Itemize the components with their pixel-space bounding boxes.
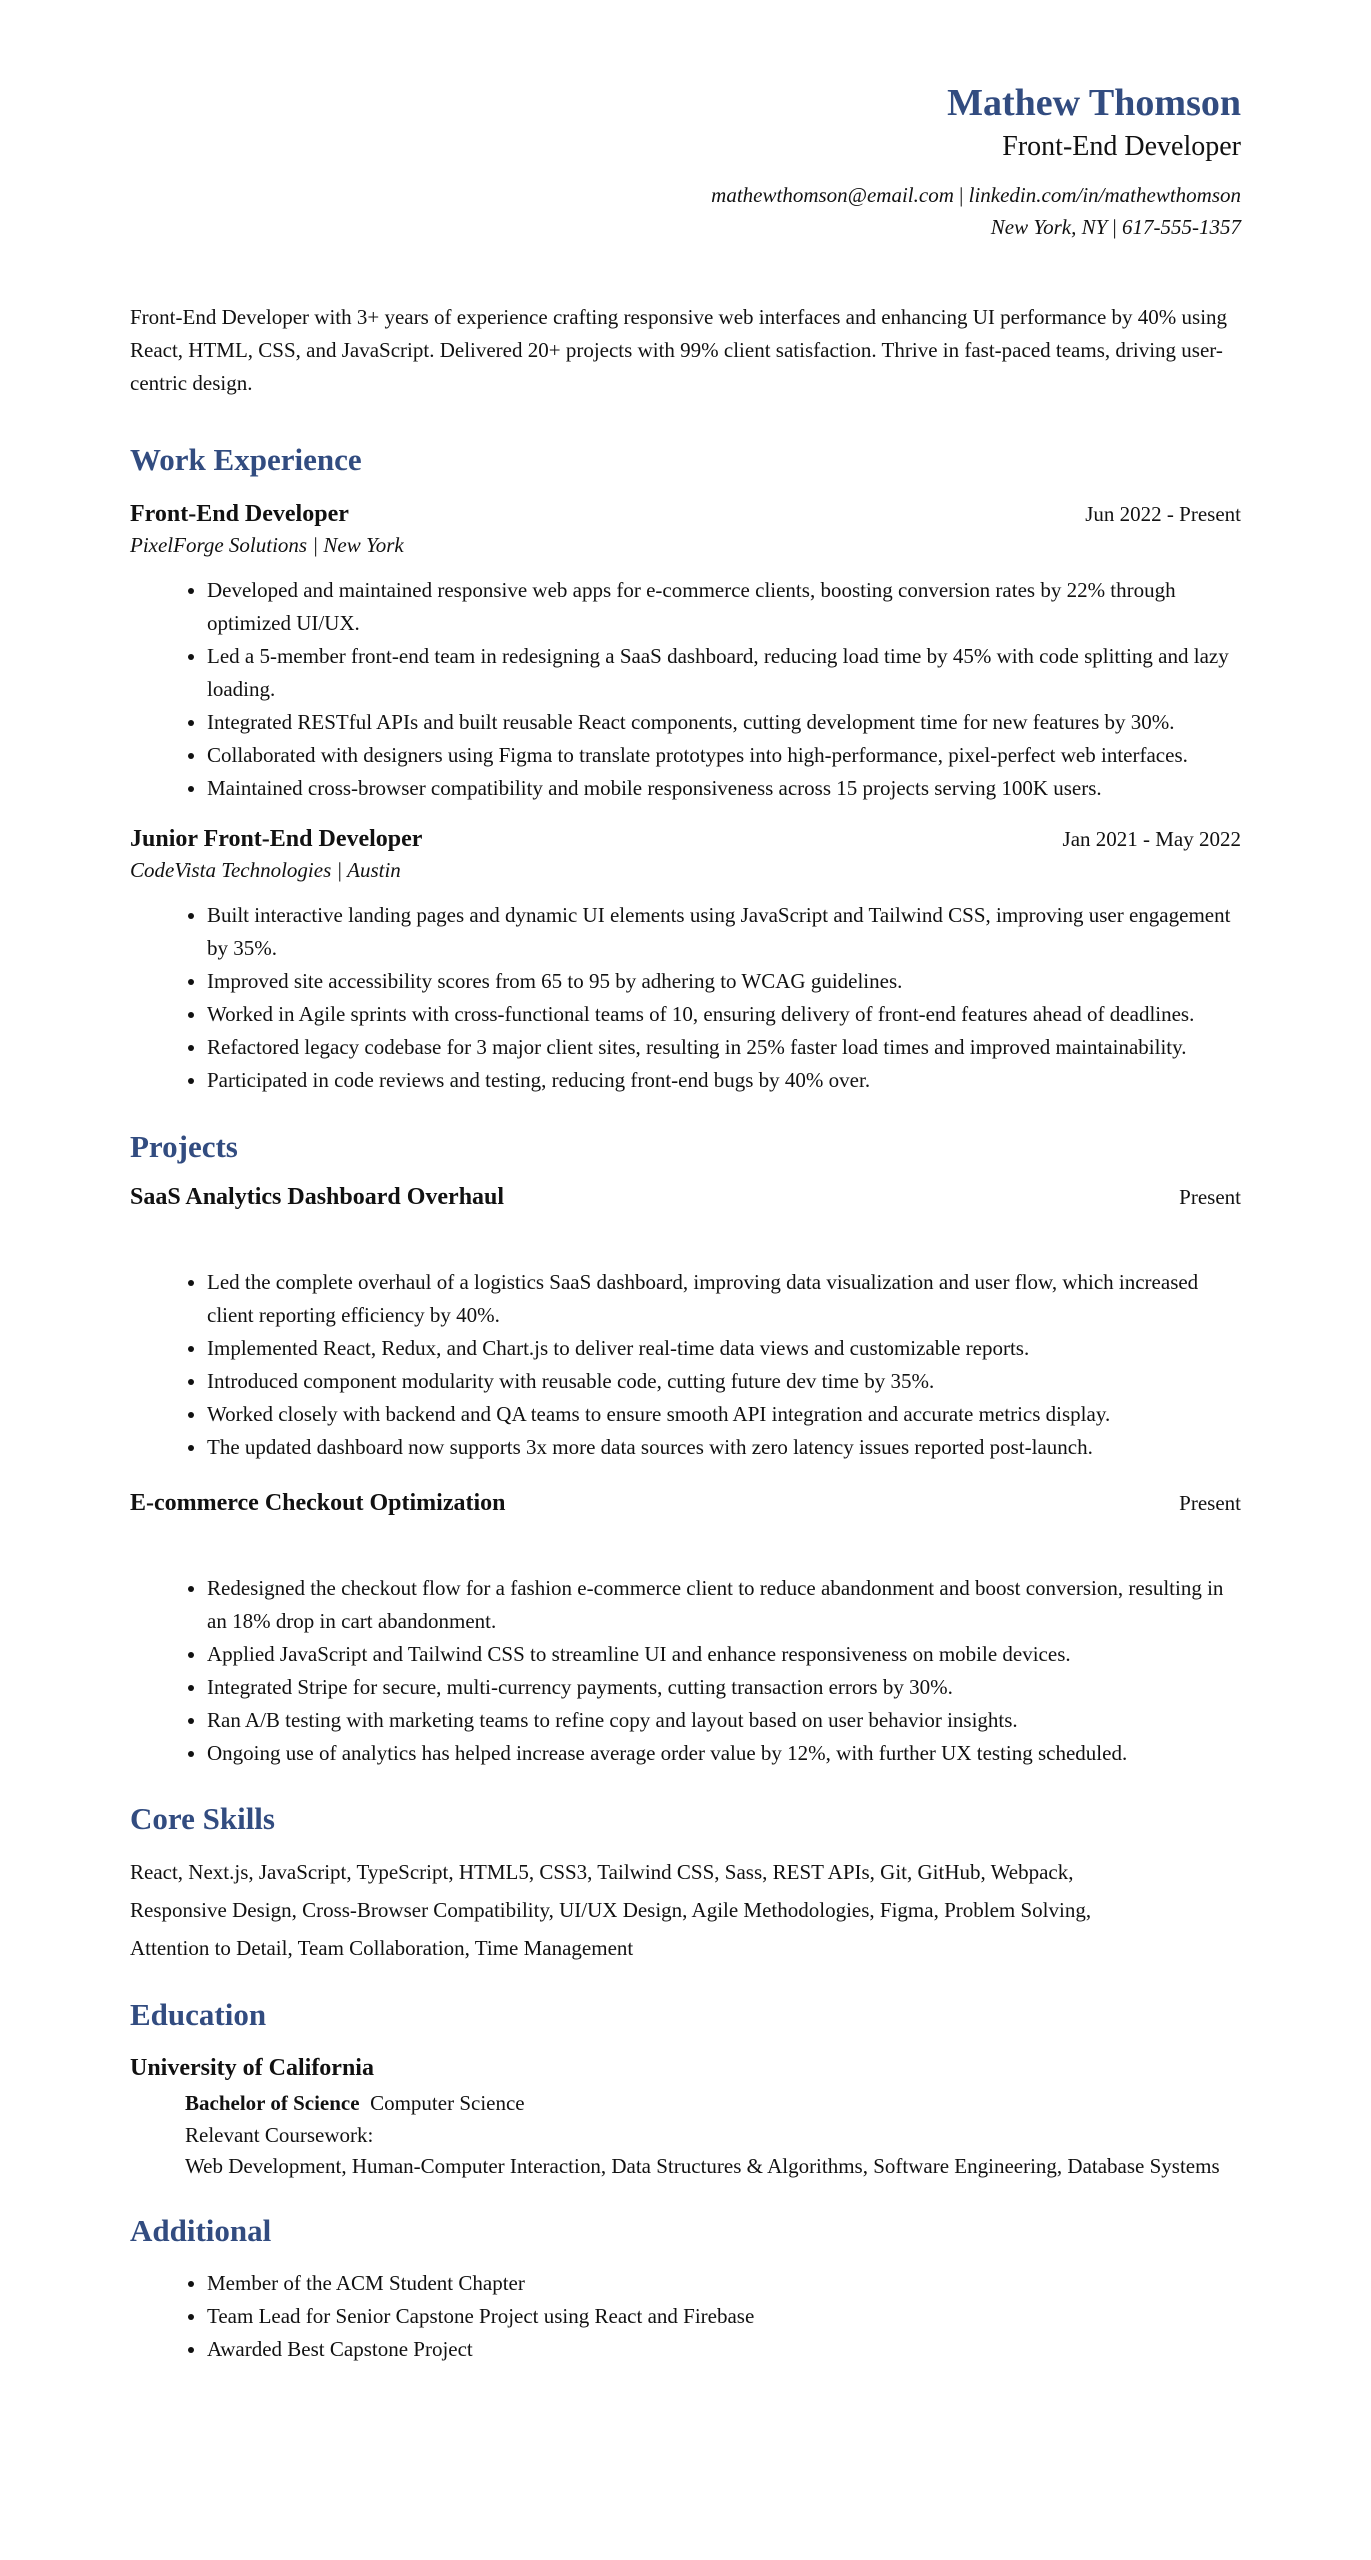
project-entry	[130, 1181, 1241, 1464]
job-header	[130, 823, 1241, 855]
section-title-skills: Core Skills	[130, 1801, 275, 1836]
coursework-list: Web Development, Human-Computer Interaction, Data Structures & Algorithms, Software Engineering, Database Systems	[185, 2154, 1220, 2178]
education-details	[130, 2088, 1241, 2182]
skills-line: React, Next.js, JavaScript, TypeScript, HTML5, CSS3, Tailwind CSS, Sass, REST APIs, Git, GitHub, Webpack,	[130, 1860, 1074, 1884]
contact-line-1	[130, 179, 1241, 211]
list-item: • Integrated RESTful APIs and built reusable React components, cutting development time for new features by 30%.	[207, 706, 1241, 739]
list-item: • Developed and maintained responsive web apps for e-commerce clients, boosting conversion rates by 22% through optimized UI/UX.	[207, 574, 1241, 640]
project-bullets	[130, 1572, 1241, 1770]
list-item: • Built interactive landing pages and dynamic UI elements using JavaScript and Tailwind CSS, improving user engagement by 35%.	[207, 899, 1241, 965]
linkedin-link[interactable]: linkedin.com/in/mathewthomson	[968, 183, 1241, 207]
list-item: • Introduced component modularity with reusable code, cutting future dev time by 35%.	[207, 1365, 1241, 1398]
list-item: • Redesigned the checkout flow for a fashion e-commerce client to reduce abandonment and boost conversion, resulting in an 18% drop in cart abandonment.	[207, 1572, 1241, 1638]
school-name: University of California	[130, 2055, 374, 2081]
candidate-role: Front-End Developer	[1002, 131, 1241, 162]
job-title: Junior Front-End Developer	[130, 826, 423, 852]
job-dates: Jan 2021 - May 2022	[1062, 827, 1241, 851]
project-title: SaaS Analytics Dashboard Overhaul	[130, 1184, 505, 1210]
separator: |	[1112, 215, 1117, 239]
job-bullets	[130, 574, 1241, 805]
job-dates: Jun 2022 - Present	[1085, 502, 1241, 526]
job-company: CodeVista Technologies | Austin	[130, 858, 401, 882]
additional-list	[130, 2267, 1241, 2366]
resume-header	[130, 0, 1241, 243]
list-item: • Awarded Best Capstone Project	[207, 2333, 1241, 2366]
list-item: • Refactored legacy codebase for 3 major client sites, resulting in 25% faster load times and improved maintainability.	[207, 1031, 1241, 1064]
list-item: • Worked closely with backend and QA teams to ensure smooth API integration and accurate metrics display.	[207, 1398, 1241, 1431]
list-item: • Worked in Agile sprints with cross-functional teams of 10, ensuring delivery of front-end features ahead of deadlines.	[207, 998, 1241, 1031]
list-item: • Led the complete overhaul of a logistics SaaS dashboard, improving data visualization and user flow, which increased client reporting efficiency by 40%.	[207, 1266, 1241, 1332]
section-title-projects: Projects	[130, 1129, 238, 1164]
summary-paragraph: Front-End Developer with 3+ years of experience crafting responsive web interfaces and enhancing UI performance by 40% using React, HTML, CSS, and JavaScript. Delivered 20+ projects with 99% client satisfaction. Thrive in fast-paced teams, driving user-centric design.	[130, 305, 1228, 395]
email-link[interactable]: mathewthomson@email.com	[711, 183, 954, 207]
skills-line: Attention to Detail, Team Collaboration, Time Management	[130, 1936, 634, 1960]
list-item: • Member of the ACM Student Chapter	[207, 2267, 1241, 2300]
list-item: • Applied JavaScript and Tailwind CSS to streamline UI and enhance responsiveness on mobile devices.	[207, 1638, 1241, 1671]
separator: |	[959, 183, 964, 207]
coursework-label: Relevant Coursework:	[185, 2123, 374, 2147]
project-title: E-commerce Checkout Optimization	[130, 1490, 506, 1516]
job-header	[130, 498, 1241, 530]
list-item: • Maintained cross-browser compatibility and mobile responsiveness across 15 projects serving 100K users.	[207, 772, 1241, 805]
list-item: • Integrated Stripe for secure, multi-currency payments, cutting transaction errors by 30%.	[207, 1671, 1241, 1704]
list-item: • Ongoing use of analytics has helped increase average order value by 12%, with further UX testing scheduled.	[207, 1737, 1241, 1770]
contact-line-2	[130, 211, 1241, 243]
phone-text: 617-555-1357	[1122, 215, 1241, 239]
project-dates: Present	[1179, 1185, 1241, 1209]
project-header	[130, 1181, 1241, 1213]
list-item: • Ran A/B testing with marketing teams to refine copy and layout based on user behavior insights.	[207, 1704, 1241, 1737]
list-item: • Team Lead for Senior Capstone Project using React and Firebase	[207, 2300, 1241, 2333]
list-item: • Participated in code reviews and testing, reducing front-end bugs by 40% over.	[207, 1064, 1241, 1097]
job-entry	[130, 823, 1241, 1097]
project-entry	[130, 1487, 1241, 1770]
degree-line	[185, 2088, 1241, 2119]
job-entry	[130, 498, 1241, 805]
location-text: New York, NY	[990, 215, 1108, 239]
project-dates: Present	[1179, 1491, 1241, 1515]
list-item: • Implemented React, Redux, and Chart.js to deliver real-time data views and customizable reports.	[207, 1332, 1241, 1365]
list-item: • The updated dashboard now supports 3x more data sources with zero latency issues reported post-launch.	[207, 1431, 1241, 1464]
skills-list	[130, 1853, 1241, 1967]
job-title: Front-End Developer	[130, 501, 349, 527]
candidate-name: Mathew Thomson	[947, 82, 1241, 124]
job-company: PixelForge Solutions | New York	[130, 533, 404, 557]
project-bullets	[130, 1266, 1241, 1464]
job-bullets	[130, 899, 1241, 1097]
list-item: • Led a 5-member front-end team in redesigning a SaaS dashboard, reducing load time by 45% with code splitting and lazy loading.	[207, 640, 1241, 706]
list-item: • Improved site accessibility scores from 65 to 95 by adhering to WCAG guidelines.	[207, 965, 1241, 998]
project-header	[130, 1487, 1241, 1519]
degree-name: Bachelor of Science	[185, 2091, 360, 2115]
section-title-work: Work Experience	[130, 442, 362, 477]
degree-major: Computer Science	[370, 2091, 525, 2115]
section-title-education: Education	[130, 1997, 267, 2032]
skills-line: Responsive Design, Cross-Browser Compatibility, UI/UX Design, Agile Methodologies, Figma, Problem Solving,	[130, 1898, 1092, 1922]
section-title-additional: Additional	[130, 2213, 272, 2248]
list-item: • Collaborated with designers using Figma to translate prototypes into high-performance, pixel-perfect web interfaces.	[207, 739, 1241, 772]
